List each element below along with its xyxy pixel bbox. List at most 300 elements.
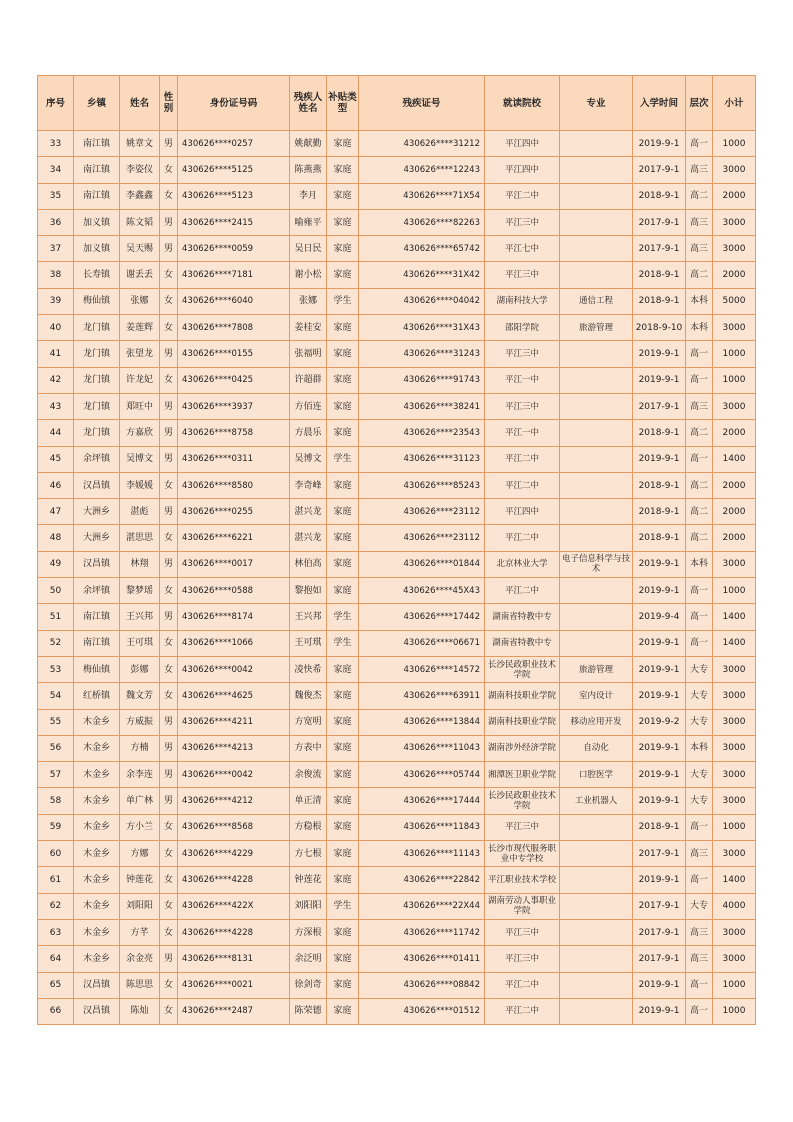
- cell-level: 本科: [686, 735, 713, 761]
- cell-major: [560, 604, 633, 630]
- cell-school: 湖南省特教中专: [485, 604, 560, 630]
- table-row: [38, 683, 756, 709]
- cell-level: 高二: [686, 499, 713, 525]
- cell-town: 木金乡: [74, 762, 120, 788]
- cell-id-number: 430626****4228: [178, 867, 290, 893]
- cell-gender: 女: [160, 919, 178, 945]
- cell-index: 59: [38, 814, 74, 840]
- cell-name: 余金亮: [120, 946, 160, 972]
- cell-id-number: 430626****5123: [178, 183, 290, 209]
- cell-subtotal: 1400: [713, 867, 756, 893]
- cell-name: 姜莲辉: [120, 315, 160, 341]
- cell-subtotal: 3000: [713, 788, 756, 814]
- cell-id-number: 430626****8131: [178, 946, 290, 972]
- cell-enroll-date: 2019-9-1: [633, 551, 686, 577]
- cell-disabled-name: 湛兴龙: [290, 525, 327, 551]
- cell-level: 高一: [686, 867, 713, 893]
- cell-gender: 女: [160, 630, 178, 656]
- cell-level: 大专: [686, 709, 713, 735]
- cell-subsidy-type: 学生: [327, 893, 359, 919]
- cell-enroll-date: 2019-9-1: [633, 788, 686, 814]
- cell-subtotal: 2000: [713, 420, 756, 446]
- cell-disabled-name: 黎抱如: [290, 578, 327, 604]
- cell-index: 33: [38, 131, 74, 157]
- cell-town: 加义镇: [74, 209, 120, 235]
- cell-enroll-date: 2017-9-1: [633, 893, 686, 919]
- cell-name: 陈灿: [120, 998, 160, 1024]
- cell-subtotal: 3000: [713, 946, 756, 972]
- cell-major: [560, 867, 633, 893]
- cell-school: 平江三中: [485, 919, 560, 945]
- cell-enroll-date: 2019-9-1: [633, 578, 686, 604]
- cell-enroll-date: 2018-9-1: [633, 472, 686, 498]
- cell-disability-cert: 430626****23112: [359, 525, 485, 551]
- cell-level: 高一: [686, 341, 713, 367]
- cell-major: 电子信息科学与技术: [560, 551, 633, 577]
- cell-subsidy-type: 家庭: [327, 709, 359, 735]
- table-row: [38, 735, 756, 761]
- cell-subsidy-type: 家庭: [327, 683, 359, 709]
- table-row: [38, 709, 756, 735]
- cell-town: 南江镇: [74, 157, 120, 183]
- cell-school: 平江三中: [485, 946, 560, 972]
- cell-subsidy-type: 家庭: [327, 551, 359, 577]
- cell-disability-cert: 430626****12243: [359, 157, 485, 183]
- cell-school: 平江三中: [485, 814, 560, 840]
- cell-index: 64: [38, 946, 74, 972]
- table-row: [38, 788, 756, 814]
- cell-id-number: 430626****4625: [178, 683, 290, 709]
- cell-town: 大洲乡: [74, 499, 120, 525]
- table-row: [38, 762, 756, 788]
- cell-subtotal: 3000: [713, 157, 756, 183]
- cell-town: 汉昌镇: [74, 472, 120, 498]
- cell-disability-cert: 430626****31X42: [359, 262, 485, 288]
- cell-school: 平江三中: [485, 262, 560, 288]
- cell-disability-cert: 430626****01411: [359, 946, 485, 972]
- cell-subsidy-type: 家庭: [327, 867, 359, 893]
- cell-disability-cert: 430626****13844: [359, 709, 485, 735]
- cell-town: 余坪镇: [74, 578, 120, 604]
- table-row: [38, 551, 756, 577]
- cell-subsidy-type: 学生: [327, 288, 359, 314]
- cell-enroll-date: 2018-9-1: [633, 525, 686, 551]
- cell-name: 方芊: [120, 919, 160, 945]
- cell-school: 平江七中: [485, 236, 560, 262]
- cell-subtotal: 2000: [713, 472, 756, 498]
- cell-major: [560, 131, 633, 157]
- table-row: [38, 262, 756, 288]
- cell-town: 汉昌镇: [74, 998, 120, 1024]
- cell-enroll-date: 2019-9-2: [633, 709, 686, 735]
- cell-subtotal: 3000: [713, 735, 756, 761]
- cell-enroll-date: 2017-9-1: [633, 236, 686, 262]
- cell-school: 平江四中: [485, 131, 560, 157]
- cell-subsidy-type: 家庭: [327, 919, 359, 945]
- cell-gender: 女: [160, 683, 178, 709]
- cell-disability-cert: 430626****11843: [359, 814, 485, 840]
- table-row: [38, 157, 756, 183]
- cell-school: 长沙民政职业技术学院: [485, 788, 560, 814]
- cell-major: [560, 157, 633, 183]
- cell-name: 彭娜: [120, 656, 160, 682]
- cell-name: 方楠: [120, 735, 160, 761]
- col-header-subtotal: 小计: [713, 76, 756, 131]
- cell-subsidy-type: 家庭: [327, 499, 359, 525]
- cell-gender: 男: [160, 446, 178, 472]
- cell-index: 38: [38, 262, 74, 288]
- cell-id-number: 430626****0155: [178, 341, 290, 367]
- cell-disability-cert: 430626****11043: [359, 735, 485, 761]
- table-row: [38, 472, 756, 498]
- cell-level: 大专: [686, 893, 713, 919]
- cell-disabled-name: 刘阳阳: [290, 893, 327, 919]
- cell-id-number: 430626****0042: [178, 762, 290, 788]
- col-header-gender: 性别: [160, 76, 178, 131]
- cell-school: 长沙市现代服务职业中专学校: [485, 841, 560, 867]
- cell-major: [560, 998, 633, 1024]
- cell-disability-cert: 430626****91743: [359, 367, 485, 393]
- cell-major: [560, 393, 633, 419]
- cell-school: 平江二中: [485, 578, 560, 604]
- cell-town: 汉昌镇: [74, 972, 120, 998]
- cell-disability-cert: 430626****22842: [359, 867, 485, 893]
- cell-disabled-name: 谢小松: [290, 262, 327, 288]
- cell-subtotal: 2000: [713, 262, 756, 288]
- cell-disabled-name: 林伯高: [290, 551, 327, 577]
- cell-name: 王兴邦: [120, 604, 160, 630]
- cell-major: [560, 183, 633, 209]
- cell-name: 李鑫鑫: [120, 183, 160, 209]
- cell-subtotal: 1000: [713, 998, 756, 1024]
- cell-level: 本科: [686, 551, 713, 577]
- table-row: [38, 236, 756, 262]
- cell-school: 平江二中: [485, 525, 560, 551]
- cell-index: 55: [38, 709, 74, 735]
- cell-enroll-date: 2018-9-10: [633, 315, 686, 341]
- table-row: [38, 288, 756, 314]
- cell-subtotal: 3000: [713, 683, 756, 709]
- cell-subtotal: 2000: [713, 525, 756, 551]
- table-row: [38, 578, 756, 604]
- cell-disabled-name: 徐剑奇: [290, 972, 327, 998]
- cell-town: 龙门镇: [74, 315, 120, 341]
- cell-subsidy-type: 家庭: [327, 472, 359, 498]
- cell-subtotal: 3000: [713, 656, 756, 682]
- cell-name: 许龙妃: [120, 367, 160, 393]
- cell-gender: 女: [160, 841, 178, 867]
- cell-town: 木金乡: [74, 919, 120, 945]
- cell-disabled-name: 姚献勤: [290, 131, 327, 157]
- cell-disability-cert: 430626****05744: [359, 762, 485, 788]
- header-row: [38, 76, 756, 131]
- cell-town: 余坪镇: [74, 446, 120, 472]
- cell-major: 室内设计: [560, 683, 633, 709]
- cell-major: [560, 236, 633, 262]
- cell-town: 大洲乡: [74, 525, 120, 551]
- cell-disabled-name: 余俊流: [290, 762, 327, 788]
- col-header-disability-cert: 残疾证号: [359, 76, 485, 131]
- cell-subtotal: 3000: [713, 236, 756, 262]
- cell-name: 黎梦瑶: [120, 578, 160, 604]
- cell-town: 梅仙镇: [74, 288, 120, 314]
- cell-town: 加义镇: [74, 236, 120, 262]
- cell-subtotal: 1000: [713, 972, 756, 998]
- cell-disabled-name: 方稳根: [290, 814, 327, 840]
- cell-level: 高一: [686, 814, 713, 840]
- cell-subsidy-type: 家庭: [327, 735, 359, 761]
- cell-enroll-date: 2019-9-1: [633, 131, 686, 157]
- cell-index: 57: [38, 762, 74, 788]
- cell-index: 53: [38, 656, 74, 682]
- cell-major: [560, 972, 633, 998]
- cell-subtotal: 3000: [713, 315, 756, 341]
- cell-disability-cert: 430626****11143: [359, 841, 485, 867]
- cell-index: 61: [38, 867, 74, 893]
- cell-level: 大专: [686, 683, 713, 709]
- cell-index: 36: [38, 209, 74, 235]
- cell-town: 木金乡: [74, 841, 120, 867]
- cell-level: 大专: [686, 788, 713, 814]
- cell-school: 平江二中: [485, 998, 560, 1024]
- cell-town: 龙门镇: [74, 341, 120, 367]
- cell-school: 平江二中: [485, 446, 560, 472]
- cell-enroll-date: 2017-9-1: [633, 841, 686, 867]
- cell-index: 39: [38, 288, 74, 314]
- cell-enroll-date: 2017-9-1: [633, 209, 686, 235]
- cell-subtotal: 1400: [713, 630, 756, 656]
- cell-disability-cert: 430626****31212: [359, 131, 485, 157]
- table-row: [38, 315, 756, 341]
- cell-major: 移动应用开发: [560, 709, 633, 735]
- table-row: [38, 393, 756, 419]
- cell-town: 龙门镇: [74, 393, 120, 419]
- cell-school: 湖南劳动人事职业学院: [485, 893, 560, 919]
- cell-id-number: 430626****0255: [178, 499, 290, 525]
- cell-major: [560, 262, 633, 288]
- cell-id-number: 430626****0021: [178, 972, 290, 998]
- cell-index: 44: [38, 420, 74, 446]
- col-header-major: 专业: [560, 76, 633, 131]
- cell-major: 自动化: [560, 735, 633, 761]
- cell-subsidy-type: 家庭: [327, 998, 359, 1024]
- cell-gender: 女: [160, 157, 178, 183]
- cell-level: 高三: [686, 209, 713, 235]
- cell-subsidy-type: 家庭: [327, 578, 359, 604]
- cell-level: 高一: [686, 131, 713, 157]
- cell-disabled-name: 喻雍平: [290, 209, 327, 235]
- cell-level: 高二: [686, 472, 713, 498]
- cell-school: 湖南省特教中专: [485, 630, 560, 656]
- cell-school: 湖南科技职业学院: [485, 709, 560, 735]
- cell-gender: 女: [160, 867, 178, 893]
- cell-disabled-name: 凌快希: [290, 656, 327, 682]
- cell-index: 52: [38, 630, 74, 656]
- cell-subtotal: 3000: [713, 209, 756, 235]
- cell-disability-cert: 430626****08842: [359, 972, 485, 998]
- cell-school: 平江三中: [485, 341, 560, 367]
- cell-town: 木金乡: [74, 735, 120, 761]
- cell-gender: 男: [160, 735, 178, 761]
- cell-gender: 女: [160, 472, 178, 498]
- cell-index: 54: [38, 683, 74, 709]
- cell-enroll-date: 2017-9-1: [633, 393, 686, 419]
- cell-id-number: 430626****0059: [178, 236, 290, 262]
- cell-name: 方小兰: [120, 814, 160, 840]
- cell-id-number: 430626****8568: [178, 814, 290, 840]
- cell-id-number: 430626****0042: [178, 656, 290, 682]
- table-row: [38, 893, 756, 919]
- cell-gender: 男: [160, 393, 178, 419]
- cell-subsidy-type: 家庭: [327, 841, 359, 867]
- table-row: [38, 341, 756, 367]
- cell-major: 旅游管理: [560, 656, 633, 682]
- cell-disabled-name: 方七根: [290, 841, 327, 867]
- cell-enroll-date: 2019-9-1: [633, 735, 686, 761]
- cell-school: 长沙民政职业技术学院: [485, 656, 560, 682]
- cell-name: 余李连: [120, 762, 160, 788]
- col-header-id-number: 身份证号码: [178, 76, 290, 131]
- cell-major: 通信工程: [560, 288, 633, 314]
- cell-subtotal: 1000: [713, 131, 756, 157]
- cell-disability-cert: 430626****31243: [359, 341, 485, 367]
- cell-disabled-name: 钟莲花: [290, 867, 327, 893]
- cell-disability-cert: 430626****85243: [359, 472, 485, 498]
- cell-town: 南江镇: [74, 630, 120, 656]
- cell-name: 郑旺中: [120, 393, 160, 419]
- cell-level: 高三: [686, 236, 713, 262]
- cell-disabled-name: 余泛明: [290, 946, 327, 972]
- cell-major: 旅游管理: [560, 315, 633, 341]
- cell-disability-cert: 430626****23543: [359, 420, 485, 446]
- cell-level: 高二: [686, 420, 713, 446]
- cell-major: [560, 525, 633, 551]
- cell-subtotal: 3000: [713, 841, 756, 867]
- cell-gender: 男: [160, 762, 178, 788]
- table-row: [38, 919, 756, 945]
- cell-enroll-date: 2018-9-1: [633, 420, 686, 446]
- cell-subsidy-type: 家庭: [327, 656, 359, 682]
- cell-town: 龙门镇: [74, 420, 120, 446]
- cell-town: 红桥镇: [74, 683, 120, 709]
- cell-index: 46: [38, 472, 74, 498]
- cell-name: 张望龙: [120, 341, 160, 367]
- cell-disabled-name: 方佰连: [290, 393, 327, 419]
- cell-disability-cert: 430626****06671: [359, 630, 485, 656]
- cell-name: 吴博文: [120, 446, 160, 472]
- cell-subtotal: 3000: [713, 393, 756, 419]
- table-row: [38, 814, 756, 840]
- cell-major: [560, 420, 633, 446]
- cell-subsidy-type: 学生: [327, 604, 359, 630]
- cell-disability-cert: 430626****23112: [359, 499, 485, 525]
- cell-subsidy-type: 家庭: [327, 262, 359, 288]
- table-row: [38, 867, 756, 893]
- cell-school: 平江二中: [485, 972, 560, 998]
- cell-subsidy-type: 家庭: [327, 236, 359, 262]
- cell-level: 大专: [686, 656, 713, 682]
- cell-school: 邵阳学院: [485, 315, 560, 341]
- cell-school: 湖南科技职业学院: [485, 683, 560, 709]
- cell-major: [560, 499, 633, 525]
- cell-id-number: 430626****7808: [178, 315, 290, 341]
- cell-name: 林翔: [120, 551, 160, 577]
- cell-index: 49: [38, 551, 74, 577]
- cell-id-number: 430626****3937: [178, 393, 290, 419]
- cell-name: 王可琪: [120, 630, 160, 656]
- cell-disability-cert: 430626****82263: [359, 209, 485, 235]
- cell-level: 高三: [686, 841, 713, 867]
- cell-town: 南江镇: [74, 183, 120, 209]
- table-row: [38, 841, 756, 867]
- cell-id-number: 430626****4229: [178, 841, 290, 867]
- cell-disability-cert: 430626****71X54: [359, 183, 485, 209]
- cell-subsidy-type: 家庭: [327, 341, 359, 367]
- cell-school: 平江职业技术学校: [485, 867, 560, 893]
- cell-index: 34: [38, 157, 74, 183]
- subsidy-table: [37, 75, 756, 1025]
- cell-level: 高三: [686, 157, 713, 183]
- table-row: [38, 604, 756, 630]
- cell-id-number: 430626****4211: [178, 709, 290, 735]
- cell-enroll-date: 2018-9-1: [633, 499, 686, 525]
- cell-gender: 女: [160, 998, 178, 1024]
- cell-disabled-name: 方深根: [290, 919, 327, 945]
- cell-town: 汉昌镇: [74, 551, 120, 577]
- cell-school: 湖南科技大学: [485, 288, 560, 314]
- cell-disabled-name: 李奇峰: [290, 472, 327, 498]
- cell-gender: 男: [160, 420, 178, 446]
- cell-disability-cert: 430626****31X43: [359, 315, 485, 341]
- cell-subsidy-type: 家庭: [327, 972, 359, 998]
- cell-major: [560, 630, 633, 656]
- cell-index: 60: [38, 841, 74, 867]
- cell-town: 南江镇: [74, 131, 120, 157]
- cell-enroll-date: 2018-9-1: [633, 288, 686, 314]
- cell-id-number: 430626****5125: [178, 157, 290, 183]
- cell-school: 平江三中: [485, 209, 560, 235]
- cell-school: 湖南涉外经济学院: [485, 735, 560, 761]
- cell-disability-cert: 430626****45X43: [359, 578, 485, 604]
- cell-disability-cert: 430626****01512: [359, 998, 485, 1024]
- cell-name: 陈文韬: [120, 209, 160, 235]
- cell-level: 本科: [686, 288, 713, 314]
- cell-level: 高三: [686, 946, 713, 972]
- cell-gender: 男: [160, 131, 178, 157]
- cell-disabled-name: 魏俊杰: [290, 683, 327, 709]
- cell-index: 37: [38, 236, 74, 262]
- table-row: [38, 131, 756, 157]
- cell-gender: 男: [160, 946, 178, 972]
- cell-name: 方娜: [120, 841, 160, 867]
- cell-disability-cert: 430626****17442: [359, 604, 485, 630]
- col-header-school: 就读院校: [485, 76, 560, 131]
- cell-gender: 女: [160, 525, 178, 551]
- cell-subsidy-type: 家庭: [327, 946, 359, 972]
- col-header-town: 乡镇: [74, 76, 120, 131]
- cell-major: [560, 814, 633, 840]
- cell-disability-cert: 430626****31123: [359, 446, 485, 472]
- cell-index: 58: [38, 788, 74, 814]
- cell-subsidy-type: 家庭: [327, 393, 359, 419]
- cell-name: 李媛媛: [120, 472, 160, 498]
- cell-index: 41: [38, 341, 74, 367]
- cell-level: 高三: [686, 919, 713, 945]
- cell-major: [560, 446, 633, 472]
- cell-subsidy-type: 家庭: [327, 183, 359, 209]
- cell-subsidy-type: 家庭: [327, 814, 359, 840]
- cell-subtotal: 5000: [713, 288, 756, 314]
